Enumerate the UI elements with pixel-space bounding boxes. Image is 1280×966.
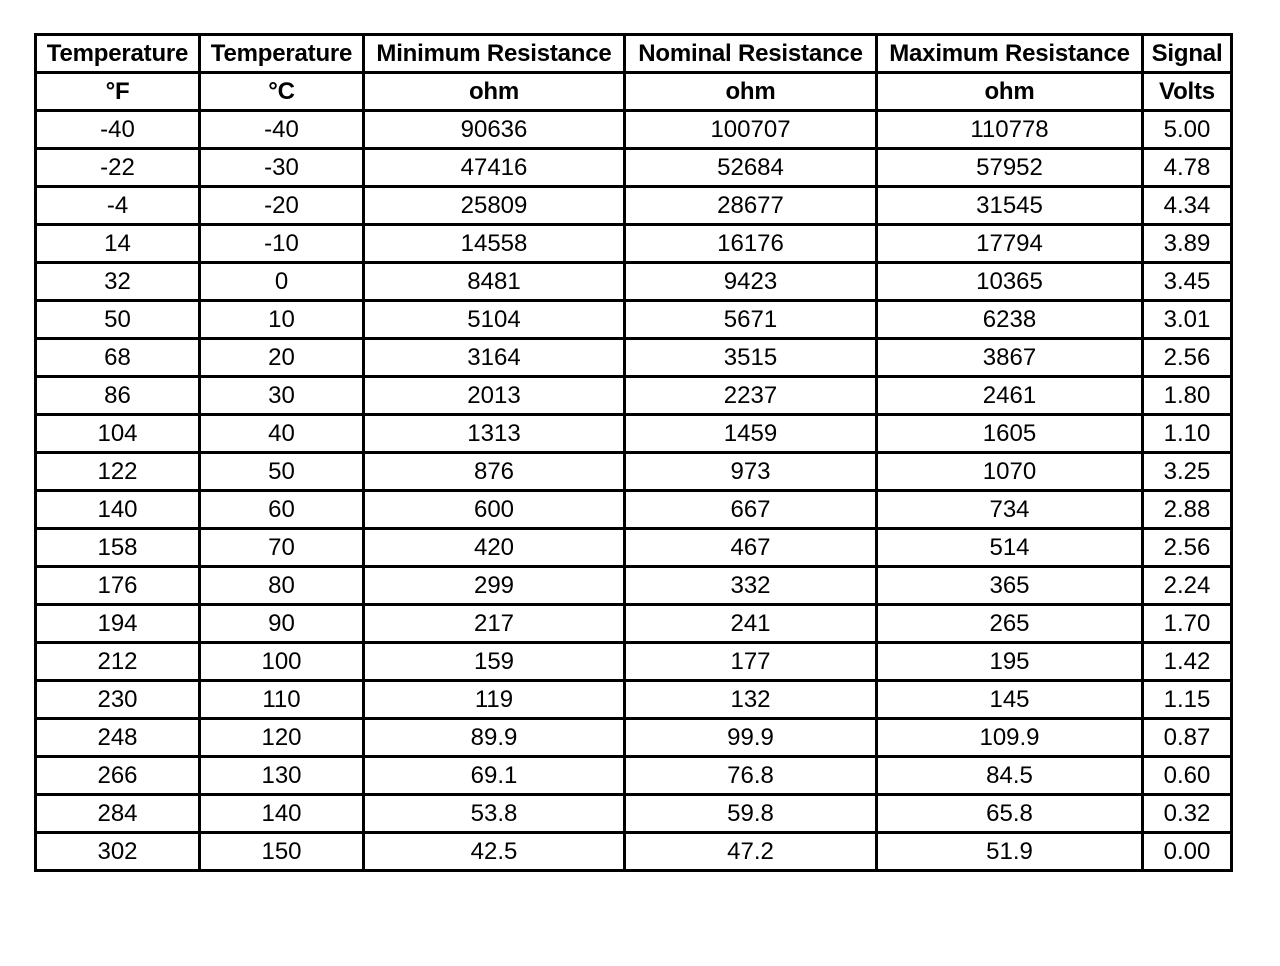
cell-max-resistance: 110778	[877, 111, 1143, 149]
cell-signal-volts: 0.60	[1143, 757, 1232, 795]
cell-max-resistance: 734	[877, 491, 1143, 529]
cell-nominal-resistance: 1459	[625, 415, 877, 453]
cell-temp-f: 68	[36, 339, 200, 377]
cell-min-resistance: 89.9	[364, 719, 625, 757]
cell-temp-c: 120	[200, 719, 364, 757]
unit-celsius: °C	[200, 73, 364, 111]
cell-temp-f: 230	[36, 681, 200, 719]
cell-signal-volts: 1.15	[1143, 681, 1232, 719]
cell-temp-c: 90	[200, 605, 364, 643]
table-row	[36, 529, 1232, 567]
cell-temp-c: -20	[200, 187, 364, 225]
cell-signal-volts: 4.34	[1143, 187, 1232, 225]
cell-signal-volts: 0.00	[1143, 833, 1232, 871]
cell-temp-c: 50	[200, 453, 364, 491]
cell-signal-volts: 3.01	[1143, 301, 1232, 339]
cell-signal-volts: 2.56	[1143, 339, 1232, 377]
cell-signal-volts: 3.25	[1143, 453, 1232, 491]
cell-temp-f: 212	[36, 643, 200, 681]
cell-min-resistance: 2013	[364, 377, 625, 415]
cell-signal-volts: 0.32	[1143, 795, 1232, 833]
cell-temp-c: 100	[200, 643, 364, 681]
cell-nominal-resistance: 76.8	[625, 757, 877, 795]
cell-signal-volts: 2.24	[1143, 567, 1232, 605]
cell-nominal-resistance: 132	[625, 681, 877, 719]
cell-min-resistance: 217	[364, 605, 625, 643]
unit-ohm-max: ohm	[877, 73, 1143, 111]
cell-nominal-resistance: 467	[625, 529, 877, 567]
table-row	[36, 719, 1232, 757]
cell-temp-c: 140	[200, 795, 364, 833]
unit-fahrenheit: °F	[36, 73, 200, 111]
table-row	[36, 187, 1232, 225]
cell-temp-f: 158	[36, 529, 200, 567]
cell-nominal-resistance: 667	[625, 491, 877, 529]
cell-temp-c: 10	[200, 301, 364, 339]
cell-min-resistance: 90636	[364, 111, 625, 149]
unit-ohm-nominal: ohm	[625, 73, 877, 111]
cell-max-resistance: 31545	[877, 187, 1143, 225]
cell-temp-c: -10	[200, 225, 364, 263]
cell-max-resistance: 3867	[877, 339, 1143, 377]
cell-temp-c: 60	[200, 491, 364, 529]
cell-max-resistance: 514	[877, 529, 1143, 567]
cell-temp-c: 130	[200, 757, 364, 795]
temperature-resistance-table	[34, 33, 1233, 872]
cell-temp-c: -40	[200, 111, 364, 149]
cell-temp-f: 122	[36, 453, 200, 491]
table-row	[36, 339, 1232, 377]
cell-min-resistance: 600	[364, 491, 625, 529]
cell-temp-f: 86	[36, 377, 200, 415]
cell-max-resistance: 2461	[877, 377, 1143, 415]
cell-temp-f: 266	[36, 757, 200, 795]
cell-max-resistance: 1070	[877, 453, 1143, 491]
table-row	[36, 111, 1232, 149]
table-row	[36, 301, 1232, 339]
cell-signal-volts: 5.00	[1143, 111, 1232, 149]
table-row	[36, 263, 1232, 301]
cell-nominal-resistance: 16176	[625, 225, 877, 263]
cell-nominal-resistance: 100707	[625, 111, 877, 149]
table-body	[36, 111, 1232, 871]
cell-min-resistance: 420	[364, 529, 625, 567]
cell-signal-volts: 3.89	[1143, 225, 1232, 263]
header-minimum-resistance: Minimum Resistance	[364, 35, 625, 73]
cell-signal-volts: 1.70	[1143, 605, 1232, 643]
cell-temp-f: 284	[36, 795, 200, 833]
cell-min-resistance: 69.1	[364, 757, 625, 795]
cell-signal-volts: 1.80	[1143, 377, 1232, 415]
cell-signal-volts: 0.87	[1143, 719, 1232, 757]
cell-temp-c: -30	[200, 149, 364, 187]
cell-max-resistance: 365	[877, 567, 1143, 605]
header-temperature-c: Temperature	[200, 35, 364, 73]
cell-nominal-resistance: 28677	[625, 187, 877, 225]
cell-temp-c: 150	[200, 833, 364, 871]
table-row	[36, 491, 1232, 529]
cell-max-resistance: 1605	[877, 415, 1143, 453]
cell-max-resistance: 51.9	[877, 833, 1143, 871]
cell-temp-f: 176	[36, 567, 200, 605]
table-row	[36, 605, 1232, 643]
cell-nominal-resistance: 47.2	[625, 833, 877, 871]
cell-temp-c: 20	[200, 339, 364, 377]
cell-min-resistance: 14558	[364, 225, 625, 263]
cell-min-resistance: 876	[364, 453, 625, 491]
cell-temp-f: 302	[36, 833, 200, 871]
cell-nominal-resistance: 3515	[625, 339, 877, 377]
cell-nominal-resistance: 99.9	[625, 719, 877, 757]
header-signal: Signal	[1143, 35, 1232, 73]
cell-temp-f: -40	[36, 111, 200, 149]
cell-min-resistance: 299	[364, 567, 625, 605]
cell-temp-f: -4	[36, 187, 200, 225]
units-row	[36, 73, 1232, 111]
unit-volts: Volts	[1143, 73, 1232, 111]
table-row	[36, 225, 1232, 263]
cell-min-resistance: 8481	[364, 263, 625, 301]
cell-temp-c: 70	[200, 529, 364, 567]
cell-nominal-resistance: 5671	[625, 301, 877, 339]
cell-signal-volts: 4.78	[1143, 149, 1232, 187]
table-row	[36, 757, 1232, 795]
cell-max-resistance: 145	[877, 681, 1143, 719]
cell-signal-volts: 2.88	[1143, 491, 1232, 529]
cell-temp-f: 194	[36, 605, 200, 643]
cell-max-resistance: 84.5	[877, 757, 1143, 795]
cell-temp-f: 104	[36, 415, 200, 453]
cell-nominal-resistance: 177	[625, 643, 877, 681]
cell-max-resistance: 10365	[877, 263, 1143, 301]
cell-nominal-resistance: 9423	[625, 263, 877, 301]
table-row	[36, 681, 1232, 719]
header-row	[36, 35, 1232, 73]
cell-signal-volts: 3.45	[1143, 263, 1232, 301]
cell-min-resistance: 119	[364, 681, 625, 719]
table-row	[36, 643, 1232, 681]
cell-max-resistance: 109.9	[877, 719, 1143, 757]
cell-temp-c: 0	[200, 263, 364, 301]
cell-min-resistance: 53.8	[364, 795, 625, 833]
unit-ohm-min: ohm	[364, 73, 625, 111]
cell-max-resistance: 265	[877, 605, 1143, 643]
cell-nominal-resistance: 52684	[625, 149, 877, 187]
cell-temp-c: 80	[200, 567, 364, 605]
cell-temp-f: 50	[36, 301, 200, 339]
cell-min-resistance: 47416	[364, 149, 625, 187]
table-row	[36, 149, 1232, 187]
cell-nominal-resistance: 2237	[625, 377, 877, 415]
cell-temp-f: 248	[36, 719, 200, 757]
header-temperature-f: Temperature	[36, 35, 200, 73]
cell-nominal-resistance: 59.8	[625, 795, 877, 833]
cell-min-resistance: 159	[364, 643, 625, 681]
cell-min-resistance: 1313	[364, 415, 625, 453]
cell-min-resistance: 25809	[364, 187, 625, 225]
cell-max-resistance: 6238	[877, 301, 1143, 339]
cell-temp-f: 32	[36, 263, 200, 301]
header-maximum-resistance: Maximum Resistance	[877, 35, 1143, 73]
table-row	[36, 567, 1232, 605]
header-nominal-resistance: Nominal Resistance	[625, 35, 877, 73]
cell-temp-f: 14	[36, 225, 200, 263]
table-row	[36, 453, 1232, 491]
cell-temp-c: 110	[200, 681, 364, 719]
cell-signal-volts: 2.56	[1143, 529, 1232, 567]
cell-nominal-resistance: 973	[625, 453, 877, 491]
table-row	[36, 833, 1232, 871]
cell-max-resistance: 195	[877, 643, 1143, 681]
cell-max-resistance: 57952	[877, 149, 1143, 187]
cell-min-resistance: 5104	[364, 301, 625, 339]
cell-max-resistance: 17794	[877, 225, 1143, 263]
table-row	[36, 415, 1232, 453]
cell-temp-c: 40	[200, 415, 364, 453]
cell-nominal-resistance: 332	[625, 567, 877, 605]
cell-temp-f: -22	[36, 149, 200, 187]
cell-signal-volts: 1.10	[1143, 415, 1232, 453]
cell-signal-volts: 1.42	[1143, 643, 1232, 681]
cell-temp-c: 30	[200, 377, 364, 415]
table-row	[36, 795, 1232, 833]
cell-nominal-resistance: 241	[625, 605, 877, 643]
table-row	[36, 377, 1232, 415]
cell-max-resistance: 65.8	[877, 795, 1143, 833]
cell-min-resistance: 42.5	[364, 833, 625, 871]
cell-min-resistance: 3164	[364, 339, 625, 377]
cell-temp-f: 140	[36, 491, 200, 529]
